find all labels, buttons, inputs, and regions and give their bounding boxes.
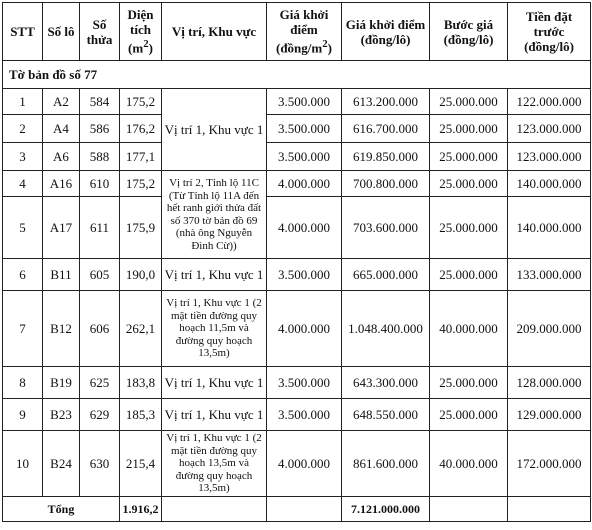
cell-dien-tich: 183,8	[120, 367, 162, 399]
cell-so-lo: A2	[43, 89, 80, 115]
table-row	[3, 399, 591, 431]
cell-gia-lo: 700.800.000	[342, 171, 430, 197]
header-gia-khoi-diem-m2: Giá khởi điểm $(đồng/m^2)$	[267, 3, 342, 61]
cell-so-thua: 625	[80, 367, 120, 399]
cell-so-lo: A17	[43, 197, 80, 259]
cell-tien-dat-truoc: 140.000.000	[508, 197, 591, 259]
cell-so-thua: 586	[80, 115, 120, 143]
cell-so-thua: 629	[80, 399, 120, 431]
cell-dien-tich: 177,1	[120, 143, 162, 171]
cell-vi-tri: Vị trí 1, Khu vực 1	[162, 89, 267, 171]
cell-dien-tich: 175,2	[120, 171, 162, 197]
cell-gia-m2: 4.000.000	[267, 291, 342, 367]
cell-so-lo: B19	[43, 367, 80, 399]
cell-so-lo: A16	[43, 171, 80, 197]
header-row	[3, 3, 591, 61]
cell-tien-dat-truoc: 128.000.000	[508, 367, 591, 399]
cell-dien-tich: 215,4	[120, 431, 162, 497]
cell-gia-m2: 4.000.000	[267, 431, 342, 497]
cell-gia-lo: 616.700.000	[342, 115, 430, 143]
total-empty	[162, 497, 267, 522]
total-gia-lo: 7.121.000.000	[342, 497, 430, 522]
table-row	[3, 115, 591, 143]
total-label: Tổng	[3, 497, 120, 522]
cell-stt: 2	[3, 115, 43, 143]
cell-buoc-gia: 25.000.000	[430, 171, 508, 197]
cell-gia-m2: 3.500.000	[267, 143, 342, 171]
auction-lot-table	[2, 2, 591, 522]
table-row	[3, 143, 591, 171]
cell-stt: 3	[3, 143, 43, 171]
cell-gia-m2: 3.500.000	[267, 89, 342, 115]
cell-stt: 6	[3, 259, 43, 291]
cell-gia-lo: 861.600.000	[342, 431, 430, 497]
total-empty	[430, 497, 508, 522]
cell-so-thua: 588	[80, 143, 120, 171]
cell-gia-m2: 3.500.000	[267, 259, 342, 291]
cell-dien-tich: 176,2	[120, 115, 162, 143]
cell-tien-dat-truoc: 123.000.000	[508, 115, 591, 143]
section-title: Tờ bản đồ số 77	[3, 61, 591, 89]
cell-so-lo: B11	[43, 259, 80, 291]
header-gia-khoi-diem-lo: Giá khởi điểm (đồng/lô)	[342, 3, 430, 61]
cell-vi-tri: Vị trí 1, Khu vực 1	[162, 367, 267, 399]
cell-gia-lo: 613.200.000	[342, 89, 430, 115]
cell-buoc-gia: 40.000.000	[430, 431, 508, 497]
cell-tien-dat-truoc: 122.000.000	[508, 89, 591, 115]
cell-gia-lo: 1.048.400.000	[342, 291, 430, 367]
cell-tien-dat-truoc: 129.000.000	[508, 399, 591, 431]
cell-gia-m2: 3.500.000	[267, 367, 342, 399]
table-row	[3, 197, 591, 259]
total-dien-tich: 1.916,2	[120, 497, 162, 522]
cell-buoc-gia: 25.000.000	[430, 143, 508, 171]
cell-so-thua: 610	[80, 171, 120, 197]
cell-stt: 10	[3, 431, 43, 497]
cell-stt: 8	[3, 367, 43, 399]
table-row	[3, 89, 591, 115]
cell-gia-m2: 3.500.000	[267, 399, 342, 431]
cell-gia-lo: 619.850.000	[342, 143, 430, 171]
cell-buoc-gia: 25.000.000	[430, 89, 508, 115]
cell-gia-lo: 643.300.000	[342, 367, 430, 399]
cell-gia-lo: 648.550.000	[342, 399, 430, 431]
table-row	[3, 367, 591, 399]
cell-stt: 7	[3, 291, 43, 367]
cell-buoc-gia: 25.000.000	[430, 399, 508, 431]
cell-gia-lo: 703.600.000	[342, 197, 430, 259]
cell-dien-tich: 262,1	[120, 291, 162, 367]
cell-tien-dat-truoc: 133.000.000	[508, 259, 591, 291]
cell-dien-tich: 175,9	[120, 197, 162, 259]
total-row	[3, 497, 591, 522]
cell-dien-tich: 175,2	[120, 89, 162, 115]
table-row	[3, 171, 591, 197]
header-stt: STT	[3, 3, 43, 61]
cell-stt: 1	[3, 89, 43, 115]
cell-so-thua: 605	[80, 259, 120, 291]
cell-vi-tri: Vị trí 1, Khu vực 1	[162, 399, 267, 431]
cell-vi-tri: Vị trí 1, Khu vực 1 (2 mặt tiền đường quy hoạch 13,5m và đường quy hoạch 13,5m)	[162, 431, 267, 497]
cell-so-lo: B23	[43, 399, 80, 431]
cell-stt: 4	[3, 171, 43, 197]
header-tien-dat-truoc: Tiền đặt trước (đồng/lô)	[508, 3, 591, 61]
header-so-lo: Số lô	[43, 3, 80, 61]
cell-tien-dat-truoc: 123.000.000	[508, 143, 591, 171]
cell-so-lo: B24	[43, 431, 80, 497]
cell-vi-tri: Vị trí 1, Khu vực 1	[162, 259, 267, 291]
section-row	[3, 61, 591, 89]
cell-so-lo: A6	[43, 143, 80, 171]
cell-dien-tich: 190,0	[120, 259, 162, 291]
cell-dien-tich: 185,3	[120, 399, 162, 431]
cell-vi-tri: Vị trí 1, Khu vực 1 (2 mặt tiền đường quy hoạch 11,5m và đường quy hoạch 13,5m)	[162, 291, 267, 367]
cell-gia-lo: 665.000.000	[342, 259, 430, 291]
cell-buoc-gia: 25.000.000	[430, 367, 508, 399]
cell-tien-dat-truoc: 209.000.000	[508, 291, 591, 367]
table-row	[3, 259, 591, 291]
cell-buoc-gia: 40.000.000	[430, 291, 508, 367]
cell-gia-m2: 4.000.000	[267, 197, 342, 259]
cell-so-thua: 584	[80, 89, 120, 115]
cell-buoc-gia: 25.000.000	[430, 115, 508, 143]
cell-so-lo: B12	[43, 291, 80, 367]
header-vi-tri: Vị trí, Khu vực	[162, 3, 267, 61]
cell-so-thua: 606	[80, 291, 120, 367]
cell-tien-dat-truoc: 140.000.000	[508, 171, 591, 197]
cell-gia-m2: 3.500.000	[267, 115, 342, 143]
header-so-thua: Số thửa	[80, 3, 120, 61]
cell-gia-m2: 4.000.000	[267, 171, 342, 197]
cell-tien-dat-truoc: 172.000.000	[508, 431, 591, 497]
header-buoc-gia: Bước giá (đồng/lô)	[430, 3, 508, 61]
header-dien-tich: Diện tích $(m^2)$	[120, 3, 162, 61]
total-empty	[267, 497, 342, 522]
table-row	[3, 291, 591, 367]
cell-buoc-gia: 25.000.000	[430, 259, 508, 291]
table-row	[3, 431, 591, 497]
cell-stt: 9	[3, 399, 43, 431]
cell-so-lo: A4	[43, 115, 80, 143]
total-empty	[508, 497, 591, 522]
cell-so-thua: 611	[80, 197, 120, 259]
cell-stt: 5	[3, 197, 43, 259]
cell-vi-tri: Vị trí 2, Tỉnh lộ 11C (Từ Tỉnh lộ 11A đến hết ranh giới thửa đất số 370 tờ bản đồ 69 (nhà ông Nguyễn Đình Cừ))	[162, 171, 267, 259]
cell-so-thua: 630	[80, 431, 120, 497]
cell-buoc-gia: 25.000.000	[430, 197, 508, 259]
